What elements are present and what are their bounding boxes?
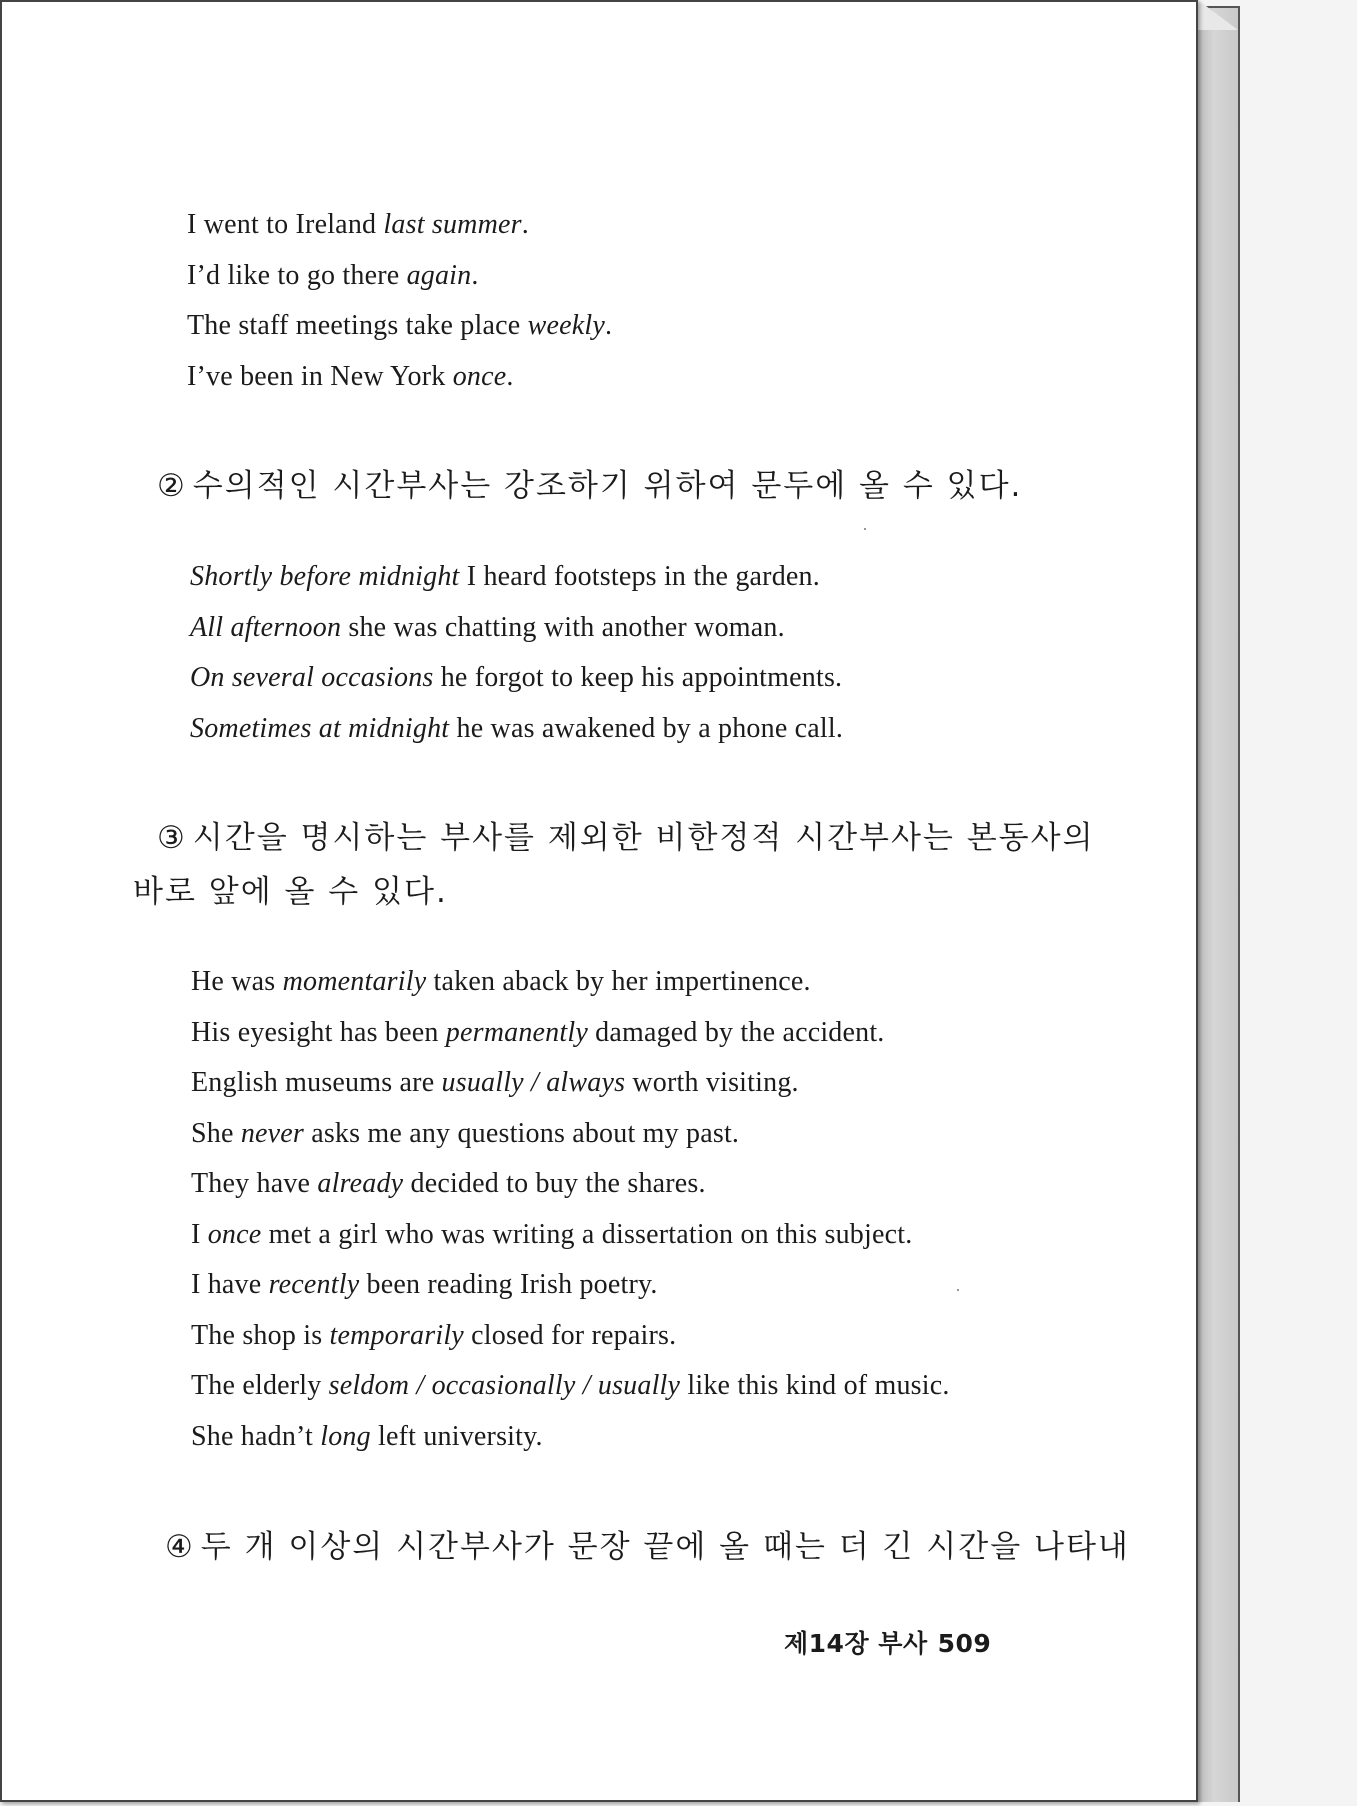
scan-speck: [864, 528, 866, 530]
rule-4-marker: ④: [165, 1529, 195, 1565]
sentence-text: He was: [191, 966, 283, 997]
example-sentence: [190, 603, 1290, 654]
adverb-phrase: once: [452, 360, 507, 392]
example-sentence: [191, 957, 1291, 1008]
example-sentence: [191, 1159, 1291, 1210]
sentence-text: left university.: [370, 1420, 543, 1452]
example-sentence: [191, 1058, 1291, 1109]
sentence-text: he forgot to keep his appointments.: [433, 662, 843, 693]
adverb-phrase: All afternoon: [190, 611, 342, 643]
sentence-text: I’d like to go there: [187, 259, 407, 291]
sentence-text: The elderly: [191, 1370, 329, 1401]
rule-4-text: 두 개 이상의 시간부사가 문장 끝에 올 때는 더 긴 시간을 나타내: [200, 1529, 1130, 1565]
rule-3-marker: ③: [157, 820, 187, 856]
page-number: 509: [937, 1629, 992, 1658]
example-sentence: [191, 1008, 1291, 1059]
sentence-text: I’ve been in New York: [187, 360, 453, 392]
example-sentence: [190, 552, 1290, 603]
rule-3-text-1: 시간을 명시하는 부사를 제외한 비한정적 시간부사는 본동사의: [192, 820, 1095, 856]
example-sentence: [187, 200, 1287, 251]
sentence-text: been reading Irish poetry.: [359, 1269, 658, 1300]
example-sentence: [191, 1361, 1291, 1412]
example-sentence: [187, 251, 1287, 302]
rule-3-text-2: 바로 앞에 올 수 있다.: [133, 874, 448, 910]
sentence-text: .: [604, 310, 613, 341]
sentence-text: decided to buy the shares.: [403, 1168, 706, 1199]
sentence-text: .: [521, 209, 529, 240]
sentence-text: They have: [191, 1168, 318, 1199]
rule-2: [157, 460, 1022, 505]
example-sentence: [190, 704, 1290, 755]
sentence-text: met a girl who was writing a dissertation on this subject.: [261, 1218, 913, 1250]
rule-3-line-2: [133, 866, 448, 911]
sentence-text: closed for repairs.: [463, 1319, 677, 1351]
sentence-text: like this kind of music.: [680, 1370, 950, 1401]
adverb-phrase: again: [406, 259, 472, 291]
sentence-text: .: [506, 360, 514, 392]
sentence-text: worth visiting.: [625, 1067, 799, 1098]
sentence-text: She: [191, 1117, 241, 1149]
adverb-phrase: Shortly before midnight: [190, 561, 460, 592]
adverb-phrase: recently: [268, 1269, 360, 1300]
rule-2-marker: ②: [157, 468, 187, 504]
sentence-text: damaged by the accident.: [587, 1016, 885, 1048]
example-sentence: [190, 653, 1290, 704]
rule-4: [165, 1521, 1130, 1566]
adverb-phrase: On several occasions: [190, 662, 434, 693]
sentence-text: taken aback by her impertinence.: [426, 966, 811, 997]
adverb-phrase: permanently: [445, 1016, 588, 1048]
sentence-text: I heard footsteps in the garden.: [459, 561, 820, 592]
example-sentence: [191, 1210, 1291, 1261]
adverb-phrase: momentarily: [282, 966, 427, 997]
sentence-text: I have: [191, 1269, 269, 1300]
adverb-phrase: temporarily: [329, 1319, 464, 1351]
sentence-text: .: [471, 259, 479, 291]
rule-3-line-1: [157, 812, 1095, 857]
adverb-phrase: weekly: [527, 310, 605, 341]
adverb-phrase: long: [320, 1420, 371, 1452]
adverb-phrase: seldom / occasionally / usually: [328, 1370, 681, 1401]
example-sentence: [191, 1260, 1291, 1311]
example-sentence: [191, 1311, 1291, 1362]
sentence-text: I: [191, 1218, 208, 1250]
sentence-text: I went to Ireland: [187, 209, 384, 240]
rule-2-text: 수의적인 시간부사는 강조하기 위하여 문두에 올 수 있다.: [192, 468, 1023, 504]
sentence-text: The staff meetings take place: [187, 310, 528, 341]
example-sentence: [187, 301, 1287, 352]
adverb-phrase: last summer: [383, 209, 522, 240]
example-sentence: [187, 352, 1287, 403]
example-group-1: [187, 200, 1287, 402]
adverb-phrase: usually / always: [441, 1067, 626, 1098]
example-sentence: [191, 1109, 1291, 1160]
scan-speck: [957, 1289, 959, 1291]
sentence-text: he was awakened by a phone call.: [449, 712, 844, 744]
adverb-phrase: never: [240, 1117, 304, 1149]
chapter-label: 제14장 부사: [784, 1629, 928, 1658]
sentence-text: she was chatting with another woman.: [341, 611, 785, 643]
sentence-text: His eyesight has been: [191, 1016, 446, 1048]
sentence-text: She hadn’t: [191, 1420, 321, 1452]
adverb-phrase: Sometimes at midnight: [190, 712, 450, 744]
adverb-phrase: once: [207, 1218, 262, 1250]
sentence-text: The shop is: [191, 1319, 330, 1351]
example-group-3: [191, 957, 1291, 1462]
sentence-text: English museums are: [191, 1067, 442, 1098]
adverb-phrase: already: [317, 1168, 404, 1199]
example-group-2: [190, 552, 1290, 754]
example-sentence: [191, 1412, 1291, 1463]
page-footer: [784, 1624, 1001, 1660]
sentence-text: asks me any questions about my past.: [304, 1117, 740, 1149]
